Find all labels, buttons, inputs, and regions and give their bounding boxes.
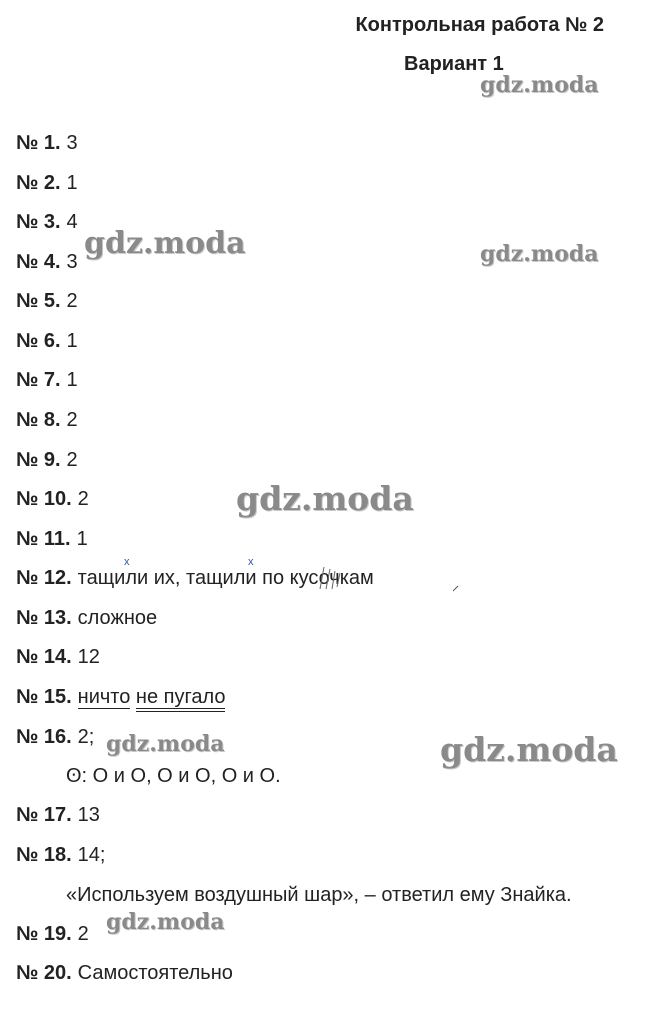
answer-number: № 18. (16, 844, 72, 866)
answer-number: № 19. (16, 923, 72, 945)
answer-text: 1 (66, 172, 78, 194)
answer-text: 1 (66, 369, 78, 391)
answer-row-5 (16, 289, 78, 313)
answer-text: 2 (66, 409, 78, 431)
watermark: gdz.moda (480, 72, 599, 98)
answer-row-18 (16, 843, 105, 867)
answer-text: 3 (66, 132, 78, 154)
answer-text: 2; (77, 726, 95, 748)
answer-text: 1 (76, 528, 88, 550)
answer-text: Самостоятельно (77, 962, 233, 984)
answer-text: 14; (77, 844, 106, 866)
predicate-underlined: не пугало (136, 686, 226, 712)
variant-title: Вариант 1 (404, 53, 504, 75)
answer-number: № 8. (16, 409, 61, 431)
watermark: gdz.moda (106, 909, 225, 935)
answer-number: № 2. (16, 172, 61, 194)
watermark: gdz.moda (480, 241, 599, 267)
answer-number: № 14. (16, 646, 72, 668)
answer-number: № 10. (16, 488, 72, 510)
watermark: gdz.moda (84, 226, 246, 261)
answer-number: № 4. (16, 251, 61, 273)
answer-row-20 (16, 961, 233, 985)
answer-row-9 (16, 448, 78, 472)
answer-text: 1 (66, 330, 78, 352)
answer-text: 2 (77, 923, 89, 945)
page-title: Контрольная работа № 2 (355, 14, 604, 36)
answer-number: № 9. (16, 449, 61, 471)
answer-18-sentence: «Используем воздушный шар», – ответил ему Знайка. (66, 884, 572, 906)
answer-number: № 16. (16, 726, 72, 748)
watermark: gdz.moda (106, 731, 225, 757)
subject-underlined: ничто (77, 686, 131, 708)
answer-row-1 (16, 131, 78, 155)
watermark: gdz.moda (236, 479, 414, 518)
answer-row-6 (16, 329, 78, 353)
answer-number: № 7. (16, 369, 61, 391)
answer-text: 2 (66, 290, 78, 312)
answer-number: № 17. (16, 804, 72, 826)
answer-text: сложное (77, 607, 158, 629)
answer-row-13 (16, 606, 157, 630)
answer-16-scheme: ʘ: О и О, О и О, О и О. (66, 765, 281, 787)
answer-row-14 (16, 645, 100, 669)
answer-number: № 13. (16, 607, 72, 629)
answer-number: № 12. (16, 567, 72, 589)
answer-row-11 (16, 527, 88, 551)
answer-row-16 (16, 725, 94, 749)
handwritten-scribble (316, 563, 346, 593)
answer-number: № 1. (16, 132, 61, 154)
answer-text: 2 (77, 488, 89, 510)
answer-number: № 5. (16, 290, 61, 312)
answer-row-3 (16, 210, 78, 234)
answer-text: 3 (66, 251, 78, 273)
answer-row-10 (16, 487, 89, 511)
answer-row-7 (16, 368, 78, 392)
stress-mark: x (124, 556, 130, 568)
answer-number: № 3. (16, 211, 61, 233)
answer-text: тащили их, тащили по кусочкам (77, 567, 374, 589)
answer-text: 4 (66, 211, 78, 233)
answer-text: 2 (66, 449, 78, 471)
answer-text: 12 (77, 646, 100, 668)
answer-number: № 15. (16, 686, 72, 708)
answer-row-19 (16, 922, 89, 946)
watermark: gdz.moda (440, 730, 618, 769)
answer-row-2 (16, 171, 78, 195)
answer-row-17 (16, 803, 100, 827)
answer-row-4 (16, 250, 78, 274)
answer-row-15 (16, 685, 225, 709)
answer-text: 13 (77, 804, 100, 826)
stress-mark: x (248, 556, 254, 568)
answer-number: № 20. (16, 962, 72, 984)
tick-mark (452, 584, 460, 592)
answer-number: № 11. (16, 528, 71, 550)
answer-row-8 (16, 408, 78, 432)
answer-number: № 6. (16, 330, 61, 352)
